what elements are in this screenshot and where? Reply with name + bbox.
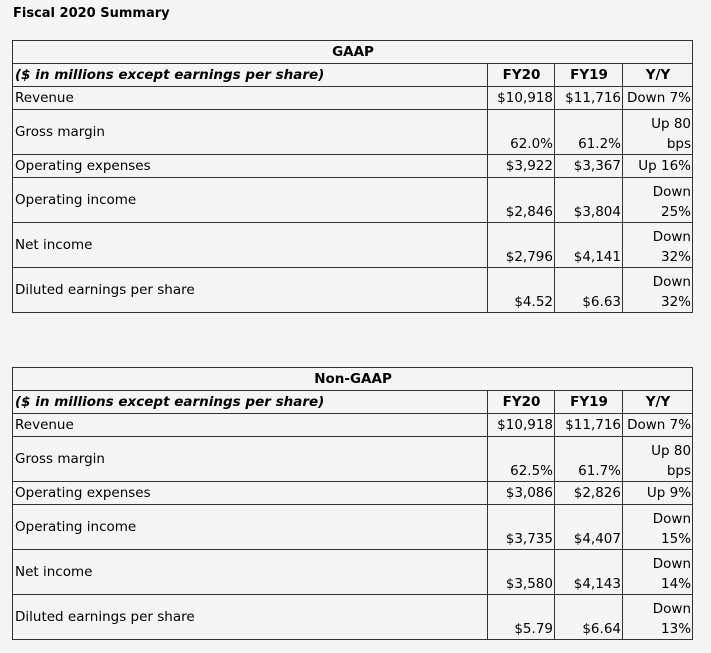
fy19-value: $3,367 bbox=[555, 155, 623, 178]
row-label: Operating expenses bbox=[13, 482, 488, 505]
row-label: Gross margin bbox=[13, 437, 488, 482]
table-row bbox=[13, 482, 693, 505]
fy20-value: $2,846 bbox=[488, 178, 555, 223]
fy19-value: $11,716 bbox=[555, 414, 623, 437]
fy19-value: $4,407 bbox=[555, 505, 623, 550]
table-row bbox=[13, 437, 693, 482]
fy19-value: $4,143 bbox=[555, 550, 623, 595]
table-row bbox=[13, 87, 693, 110]
row-label: Revenue bbox=[13, 87, 488, 110]
gaap-heading: GAAP bbox=[13, 41, 693, 64]
table-heading-row bbox=[13, 41, 693, 64]
table-row bbox=[13, 595, 693, 640]
table-row bbox=[13, 414, 693, 437]
yoy-change: Down 7% bbox=[623, 87, 693, 110]
column-header-fy20: FY20 bbox=[488, 391, 555, 414]
fy20-value: $2,796 bbox=[488, 223, 555, 268]
table-row bbox=[13, 110, 693, 155]
yoy-change: Down 25% bbox=[623, 178, 693, 223]
non-gaap-heading: Non-GAAP bbox=[13, 368, 693, 391]
fy19-value: $4,141 bbox=[555, 223, 623, 268]
table-row bbox=[13, 505, 693, 550]
table-row bbox=[13, 155, 693, 178]
row-label: Operating income bbox=[13, 178, 488, 223]
yoy-change: Down 15% bbox=[623, 505, 693, 550]
row-label: Net income bbox=[13, 223, 488, 268]
yoy-change: Down 32% bbox=[623, 223, 693, 268]
yoy-change: Up 80 bps bbox=[623, 437, 693, 482]
fy19-value: $6.64 bbox=[555, 595, 623, 640]
fy20-value: $3,580 bbox=[488, 550, 555, 595]
fy20-value: 62.5% bbox=[488, 437, 555, 482]
row-label: Revenue bbox=[13, 414, 488, 437]
row-label: Operating income bbox=[13, 505, 488, 550]
fy19-value: $3,804 bbox=[555, 178, 623, 223]
yoy-change: Up 16% bbox=[623, 155, 693, 178]
column-header-yoy: Y/Y bbox=[623, 391, 693, 414]
yoy-change: Up 80 bps bbox=[623, 110, 693, 155]
unit-note: ($ in millions except earnings per share) bbox=[13, 391, 488, 414]
yoy-change: Down 7% bbox=[623, 414, 693, 437]
column-header-fy19: FY19 bbox=[555, 64, 623, 87]
page-title: Fiscal 2020 Summary bbox=[13, 6, 170, 21]
fy20-value: $3,735 bbox=[488, 505, 555, 550]
fy20-value: $5.79 bbox=[488, 595, 555, 640]
fy19-value: 61.7% bbox=[555, 437, 623, 482]
fy19-value: $6.63 bbox=[555, 268, 623, 313]
fy20-value: $4.52 bbox=[488, 268, 555, 313]
column-header-fy20: FY20 bbox=[488, 64, 555, 87]
row-label: Diluted earnings per share bbox=[13, 268, 488, 313]
fy19-value: 61.2% bbox=[555, 110, 623, 155]
fy20-value: $3,922 bbox=[488, 155, 555, 178]
table-row bbox=[13, 268, 693, 313]
column-header-row bbox=[13, 391, 693, 414]
row-label: Net income bbox=[13, 550, 488, 595]
fy20-value: $10,918 bbox=[488, 414, 555, 437]
table-heading-row bbox=[13, 368, 693, 391]
row-label: Gross margin bbox=[13, 110, 488, 155]
table-row bbox=[13, 223, 693, 268]
fy20-value: $10,918 bbox=[488, 87, 555, 110]
fy20-value: $3,086 bbox=[488, 482, 555, 505]
fy20-value: 62.0% bbox=[488, 110, 555, 155]
fy19-value: $11,716 bbox=[555, 87, 623, 110]
column-header-row bbox=[13, 64, 693, 87]
row-label: Operating expenses bbox=[13, 155, 488, 178]
yoy-change: Down 13% bbox=[623, 595, 693, 640]
gaap-table bbox=[12, 40, 693, 313]
fy19-value: $2,826 bbox=[555, 482, 623, 505]
column-header-fy19: FY19 bbox=[555, 391, 623, 414]
unit-note: ($ in millions except earnings per share) bbox=[13, 64, 488, 87]
yoy-change: Up 9% bbox=[623, 482, 693, 505]
row-label: Diluted earnings per share bbox=[13, 595, 488, 640]
yoy-change: Down 32% bbox=[623, 268, 693, 313]
non-gaap-table bbox=[12, 367, 693, 640]
table-row bbox=[13, 178, 693, 223]
column-header-yoy: Y/Y bbox=[623, 64, 693, 87]
table-row bbox=[13, 550, 693, 595]
yoy-change: Down 14% bbox=[623, 550, 693, 595]
